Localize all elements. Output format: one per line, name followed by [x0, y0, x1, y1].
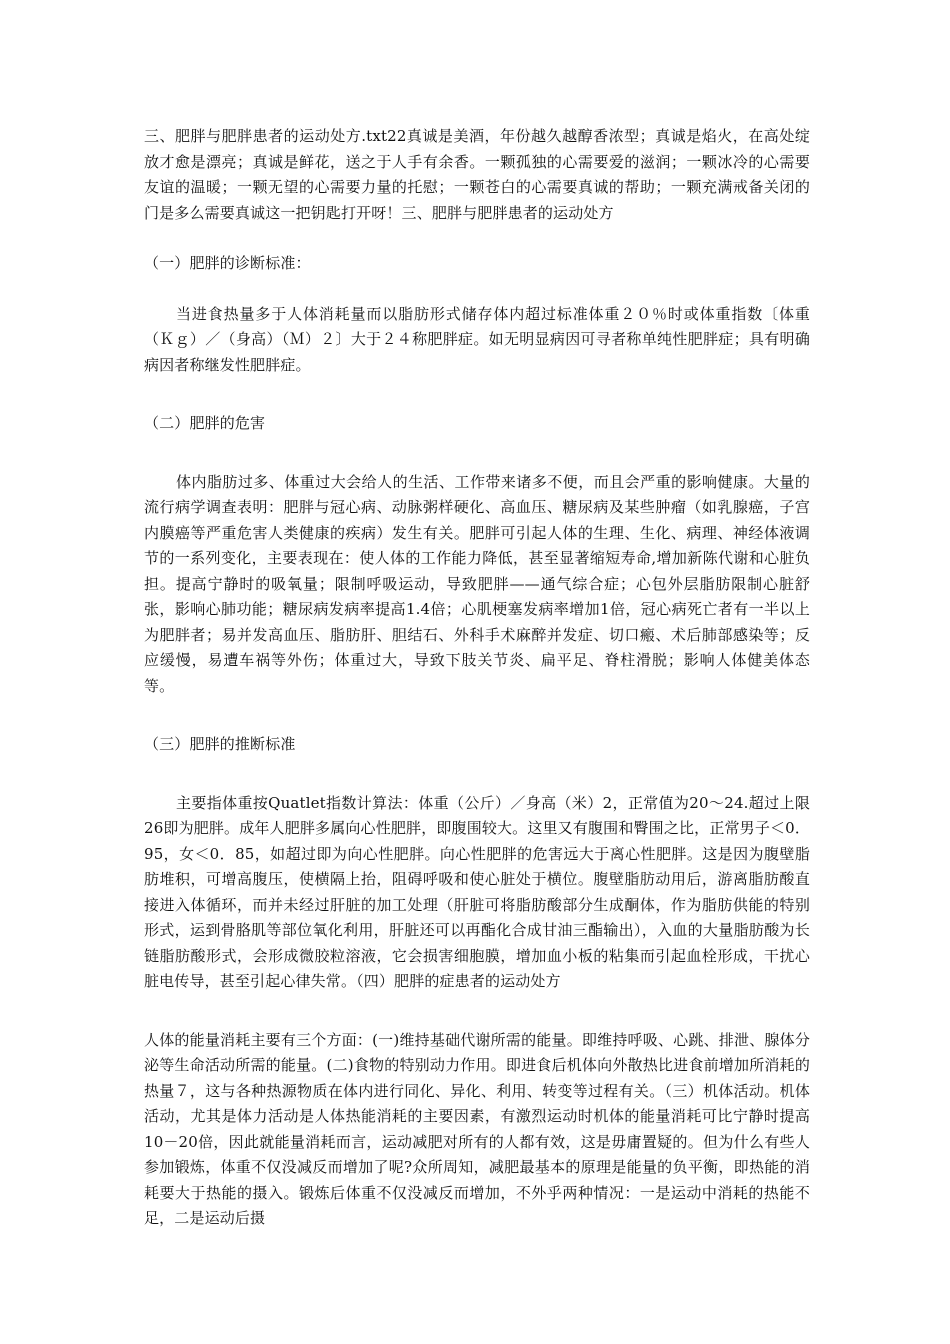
criteria-paragraph: 主要指体重按Quatlet指数计算法：体重（公斤）／身高（米）2，正常值为20～24.超过上限26即为肥胖。成年人肥胖多属向心性肥胖，即腹围较大。这里又有腹围和臀围之比，正常男子＜0．95，女＜0．85，如超过即为向心性肥胖。向心性肥胖的危害远大于离心性肥胖。这是因为腹壁脂肪堆积，可增高腹压，使横隔上抬，阻碍呼吸和使心脏处于横位。腹壁脂肪动用后，游离脂肪酸直接进入体循环，而并未经过肝脏的加工处理（肝脏可将脂肪酸部分生成酮体，作为脂肪供能的特别形式，运到骨胳肌等部位氧化利用，肝脏还可以再酯化合成甘油三酯输出），入血的大量脂肪酸为长链脂肪酸形式，会形成微胶粒溶液，它会损害细胞膜，增加血小板的粘集而引起血栓形成，干扰心脏电传导，甚至引起心律失常。（四）肥胖的症患者的运动处方 — [144, 793, 810, 990]
section-heading-harm: （二）肥胖的危害 — [144, 414, 266, 432]
section-heading-criteria: （三）肥胖的推断标准 — [144, 735, 296, 753]
energy-paragraph: 人体的能量消耗主要有三个方面：(一)维持基础代谢所需的能量。即维持呼吸、心跳、排泄、腺体分泌等生命活动所需的能量。(二)食物的特别动力作用。即进食后机体向外散热比进食前增加所消耗的热量７，这与各种热源物质在体内进行同化、异化、利用、转变等过程有关。（三）机体活动。机体活动，尤其是体力活动是人体热能消耗的主要因素，有激烈运动时机体的能量消耗可比宁静时提高10－20倍，因此就能量消耗而言，运动减肥对所有的人都有效，这是毋庸置疑的。但为什么有些人参加锻炼，体重不仅没减反而增加了呢?众所周知，减肥最基本的原理是能量的负平衡，即热能的消耗要大于热能的摄入。锻炼后体重不仅没减反而增加，不外乎两种情况：一是运动中消耗的热能不足，二是运动后摄 — [144, 1030, 810, 1227]
document-body — [144, 124, 810, 1232]
diagnosis-paragraph: 当进食热量多于人体消耗量而以脂肪形式储存体内超过标准体重２０％时或体重指数〔体重（Ｋｇ）／（身高）（Ｍ）２〕大于２４称肥胖症。如无明显病因可寻者称单纯性肥胖症；具有明确病因者称继发性肥胖症。 — [144, 304, 810, 374]
harm-paragraph: 体内脂肪过多、体重过大会给人的生活、工作带来诸多不便，而且会严重的影响健康。大量的流行病学调查表明：肥胖与冠心病、动脉粥样硬化、高血压、糖尿病及某些肿瘤（如乳腺癌，子宫内膜癌等严重危害人类健康的疾病）发生有关。肥胖可引起人体的生理、生化、病理、神经体液调节的一系列变化，主要表现在：使人体的工作能力降低，甚至显著缩短寿命,增加新陈代谢和心脏负担。提高宁静时的吸氧量；限制呼吸运动，导致肥胖——通气综合症；心包外层脂肪限制心脏舒张，影响心肺功能；糖尿病发病率提高1.4倍；心肌梗塞发病率增加1倍，冠心病死亡者有一半以上为肥胖者；易并发高血压、脂肪肝、胆结石、外科手术麻醉并发症、切口瘢、术后肺部感染等；反应缓慢，易遭车祸等外伤；体重过大，导致下肢关节炎、扁平足、脊柱滑脱；影响人体健美体态等。 — [144, 472, 810, 695]
section-heading-diagnosis: （一）肥胖的诊断标准： — [144, 254, 311, 272]
intro-paragraph: 三、肥胖与肥胖患者的运动处方.txt22真诚是美酒，年份越久越醇香浓型；真诚是焰火，在高处绽放才愈是漂亮；真诚是鲜花，送之于人手有余香。一颗孤独的心需要爱的滋润；一颗冰冷的心需要友谊的温暖；一颗无望的心需要力量的托慰；一颗苍白的心需要真诚的帮助；一颗充满戒备关闭的门是多么需要真诚这一把钥匙打开呀！三、肥胖与肥胖患者的运动处方 — [144, 127, 810, 222]
